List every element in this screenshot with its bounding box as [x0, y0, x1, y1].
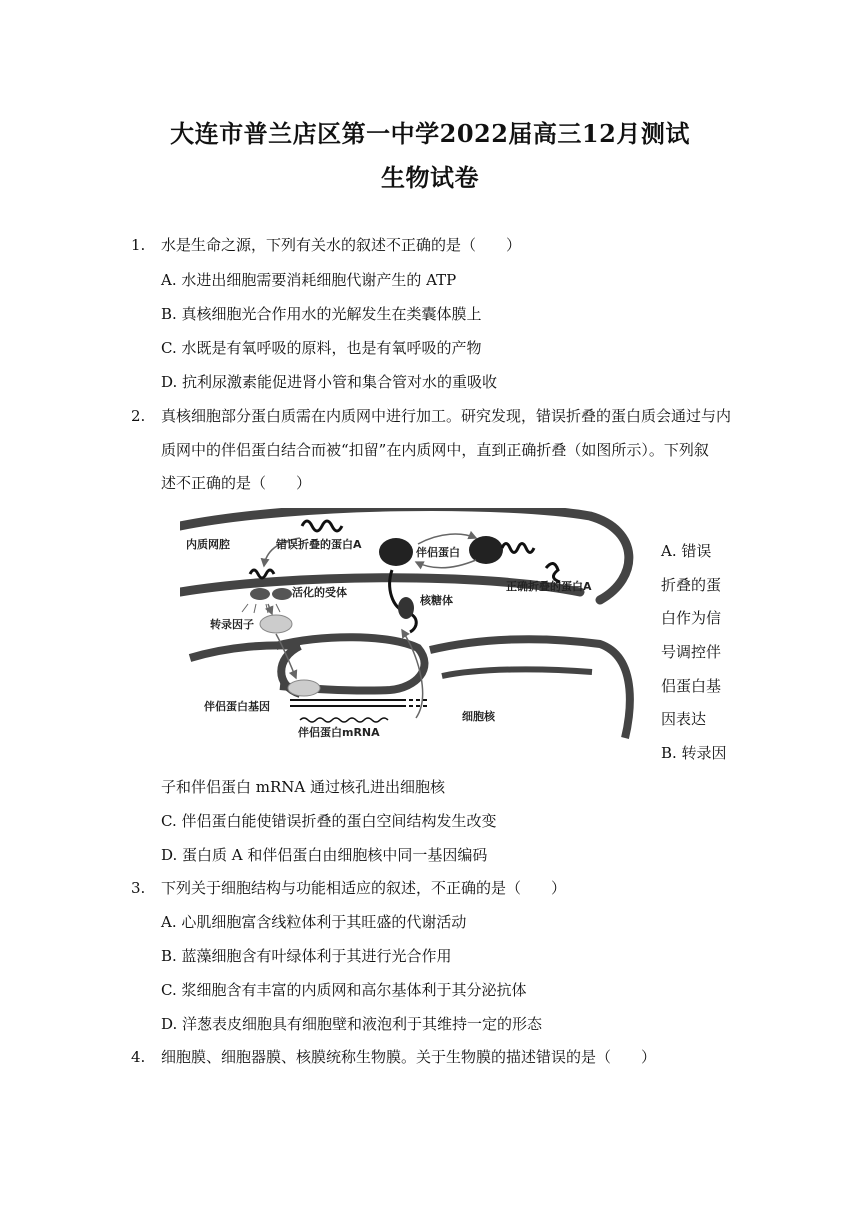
question-2-number: 2.: [131, 407, 146, 425]
question-3-option-b: B. 蓝藻细胞含有叶绿体利于其进行光合作用: [161, 947, 452, 965]
question-4-number: 4.: [131, 1048, 146, 1066]
question-2-option-c: C. 伴侣蛋白能使错误折叠的蛋白空间结构发生改变: [161, 812, 497, 830]
receptor-squiggle: [250, 570, 274, 578]
label-misfolded-protein: 错误折叠的蛋白A: [276, 538, 362, 551]
question-1-option-d: D. 抗利尿激素能促进肾小管和集合管对水的重吸收: [161, 373, 498, 391]
question-3-number: 3.: [131, 879, 146, 897]
label-ribosome: 核糖体: [420, 594, 453, 607]
question-2-option-a-line-3: 白作为信: [661, 609, 722, 627]
label-folded-protein: 正确折叠的蛋白A: [506, 580, 592, 593]
question-2-option-a-line-1: A. 错误: [661, 542, 712, 560]
label-activated-receptor: 活化的受体: [292, 586, 347, 599]
question-3-stem: 下列关于细胞结构与功能相适应的叙述，不正确的是（ ）: [161, 879, 567, 897]
question-1-number: 1.: [131, 236, 146, 254]
chaperone-gene-dashed: [402, 700, 430, 706]
question-2-stem-line-1: 真核细胞部分蛋白质需在内质网中进行加工。研究发现，错误折叠的蛋白质会通过与内: [161, 407, 732, 425]
chaperone-gene-line: [290, 700, 402, 706]
question-2-option-d: D. 蛋白质 A 和伴侣蛋白由细胞核中同一基因编码: [161, 846, 488, 864]
question-2-stem-line-2: 质网中的伴侣蛋白结合而被“扣留”在内质网中，直到正确折叠（如图所示）。下列叙: [161, 441, 709, 459]
question-3-option-d: D. 洋葱表皮细胞具有细胞壁和液泡利于其维持一定的形态: [161, 1015, 543, 1033]
question-2-option-a-line-5: 侣蛋白基: [661, 677, 722, 695]
page-subtitle: 生物试卷: [381, 163, 479, 192]
page-title: 大连市普兰店区第一中学2022届高三12月测试: [170, 119, 690, 148]
label-transcription-factor: 转录因子: [210, 618, 254, 631]
question-2-option-a-line-6: 因表达: [661, 710, 707, 728]
question-3-option-c: C. 浆细胞含有丰富的内质网和高尔基体利于其分泌抗体: [161, 981, 527, 999]
chaperone-bound-squiggle: [502, 544, 534, 553]
question-1-option-a: A. 水进出细胞需要消耗细胞代谢产生的 ATP: [161, 271, 457, 289]
activated-receptor-left: [250, 588, 270, 600]
question-2-option-b-line-2: 子和伴侣蛋白 mRNA 通过核孔进出细胞核: [161, 778, 446, 796]
question-1-stem: 水是生命之源，下列有关水的叙述不正确的是（ ）: [161, 236, 522, 254]
misfolded-protein-squiggle: [302, 521, 342, 531]
label-er-lumen: 内质网腔: [186, 538, 230, 551]
tf-on-gene: [288, 680, 320, 696]
activated-receptor-right: [272, 588, 292, 600]
question-1-option-c: C. 水既是有氧呼吸的原料，也是有氧呼吸的产物: [161, 339, 482, 357]
arrow-chaperone-to-folded: [418, 534, 476, 544]
receptor-rays: [242, 604, 280, 613]
chaperone-blob-1: [379, 538, 413, 566]
question-2-stem-line-3: 述不正确的是（ ）: [161, 474, 312, 492]
question-2-option-a-line-2: 折叠的蛋: [661, 576, 722, 594]
chaperone-mrna-line: [300, 718, 388, 722]
question-2-option-b-line-1: B. 转录因: [661, 744, 727, 762]
label-nucleus: 细胞核: [462, 710, 495, 723]
transcription-factor: [260, 615, 292, 633]
label-chaperone: 伴侣蛋白: [416, 546, 460, 559]
question-1-option-b: B. 真核细胞光合作用水的光解发生在类囊体膜上: [161, 305, 482, 323]
chaperone-blob-2: [469, 536, 503, 564]
question-3-option-a: A. 心肌细胞富含线粒体利于其旺盛的代谢活动: [161, 913, 467, 931]
question-4-stem: 细胞膜、细胞器膜、核膜统称生物膜。关于生物膜的描述错误的是（ ）: [161, 1048, 657, 1066]
nuclear-envelope-right: [430, 639, 630, 738]
label-chaperone-gene: 伴侣蛋白基因: [204, 700, 270, 713]
arrow-receptor-to-tf: [268, 604, 272, 614]
nuclear-envelope-inner: [442, 669, 592, 676]
ribosome: [398, 597, 414, 619]
label-chaperone-mrna: 伴侣蛋白mRNA: [298, 726, 380, 739]
question-2-option-a-line-4: 号调控伴: [661, 643, 722, 661]
er-chaperone-diagram: [180, 508, 640, 744]
arrow-chaperone-recycle: [416, 560, 476, 568]
